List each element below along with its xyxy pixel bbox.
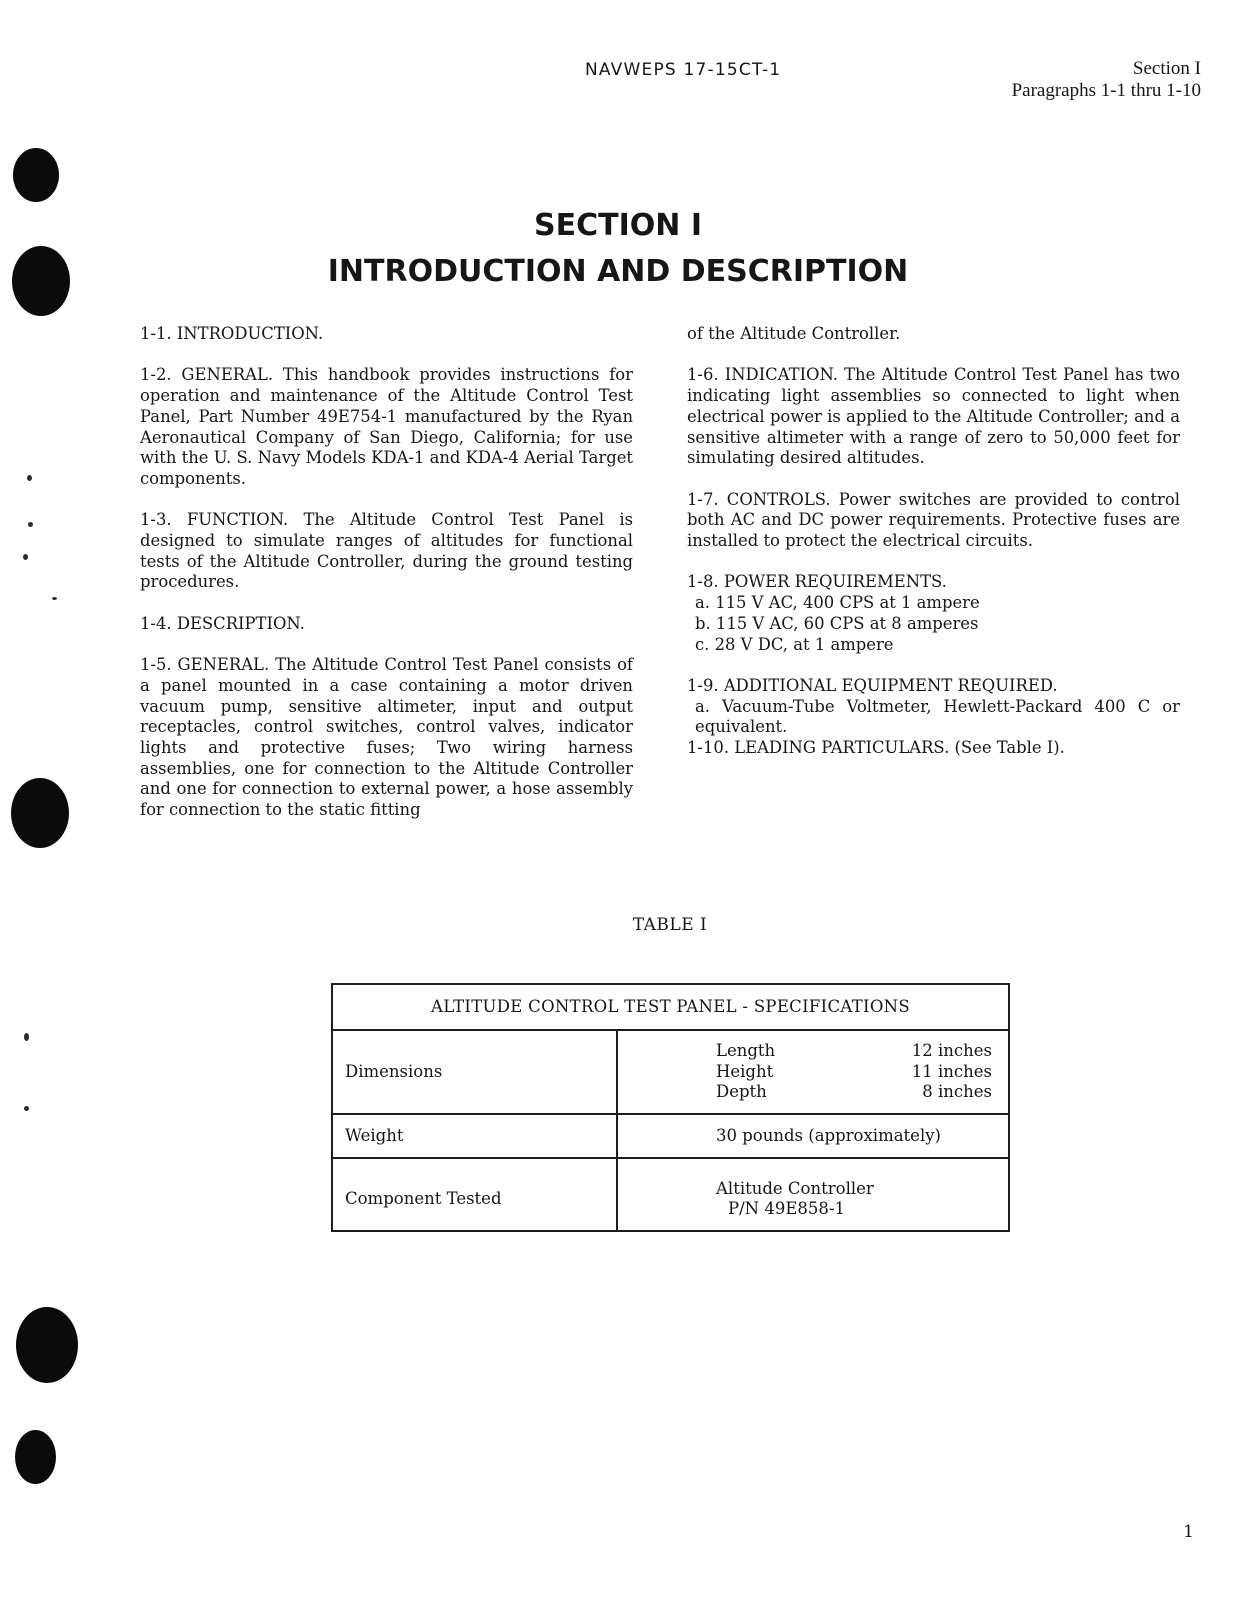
dimension-value: 12 inches xyxy=(911,1041,992,1061)
specifications-table xyxy=(331,983,1010,1232)
dimension-depth xyxy=(716,1082,992,1103)
paragraph-range: Paragraphs 1-1 thru 1-10 xyxy=(1011,80,1201,101)
dimension-value: 11 inches xyxy=(911,1061,992,1081)
dimension-name: Height xyxy=(716,1061,774,1081)
paragraph-1-10: 1-10. LEADING PARTICULARS. (See Table I). xyxy=(687,738,1065,757)
paragraph-1-5-continued: of the Altitude Controller. xyxy=(687,324,901,343)
power-item-a: a. 115 V AC, 400 CPS at 1 ampere xyxy=(695,593,980,613)
component-value xyxy=(617,1158,1009,1231)
speck xyxy=(27,475,32,481)
speck xyxy=(24,1106,29,1111)
table-caption: TABLE I xyxy=(632,915,708,935)
punch-hole xyxy=(13,148,59,202)
equipment-item-a: a. Vacuum-Tube Voltmeter, Hewlett-Packard 400 C or equivalent. xyxy=(695,696,1180,737)
component-part-number: P/N 49E858-1 xyxy=(728,1199,845,1218)
power-item-b: b. 115 V AC, 60 CPS at 8 amperes xyxy=(695,613,979,633)
page-number: 1 xyxy=(1183,1522,1194,1542)
speck xyxy=(24,1033,29,1041)
table-row xyxy=(332,1114,1009,1158)
paragraph-1-9-heading: 1-9. ADDITIONAL EQUIPMENT REQUIRED. xyxy=(687,675,1058,695)
paragraph-1-8-heading: 1-8. POWER REQUIREMENTS. xyxy=(687,572,947,592)
paragraph-1-2: 1-2. GENERAL. This handbook provides instructions for operation and maintenance of the Altitude Control Test Panel, Part Number 49E754-1 manufactured by the Ryan Aeronautical Company of San Diego, California; for use with the U. S. Navy Models KDA-1 and KDA-4 Aerial Target components. xyxy=(140,365,633,488)
paragraph-1-1: 1-1. INTRODUCTION. xyxy=(140,324,324,343)
document-code: NAVWEPS 17-15CT-1 xyxy=(585,60,782,80)
speck xyxy=(52,597,57,600)
dimension-name: Depth xyxy=(716,1082,767,1102)
dimensions-label: Dimensions xyxy=(332,1030,617,1114)
left-column xyxy=(140,324,633,842)
punch-hole xyxy=(11,778,69,848)
component-label: Component Tested xyxy=(332,1158,617,1231)
punch-hole xyxy=(15,1430,56,1484)
speck xyxy=(28,522,33,527)
section-reference xyxy=(1012,58,1201,102)
dimension-height xyxy=(716,1062,992,1083)
paragraph-1-7: 1-7. CONTROLS. Power switches are provided to control both AC and DC power requirements. Protective fuses are installed to protect the electrical circuits. xyxy=(687,489,1180,550)
dimensions-values xyxy=(617,1030,1009,1114)
punch-hole xyxy=(12,246,70,316)
paragraph-1-6: 1-6. INDICATION. The Altitude Control Test Panel has two indicating light assemblies so connected to light when electrical power is applied to the Altitude Controller; and a sensitive altimeter with a range of zero to 50,000 feet for simulating desired altitudes. xyxy=(687,365,1180,468)
table-row xyxy=(332,1158,1009,1231)
table-row xyxy=(332,1030,1009,1114)
paragraph-1-5: 1-5. GENERAL. The Altitude Control Test Panel consists of a panel mounted in a case containing a motor driven vacuum pump, sensitive altimeter, input and output receptacles, control switches, control valves, indicator lights and protective fuses; Two wiring harness assemblies, one for connection to the Altitude Controller and one for connection to external power, a hose assembly for connection to the static fitting xyxy=(140,655,633,820)
section-title: SECTION I xyxy=(534,208,702,243)
section-subtitle: INTRODUCTION AND DESCRIPTION xyxy=(327,254,909,289)
paragraph-1-4: 1-4. DESCRIPTION. xyxy=(140,613,305,633)
dimension-value: 8 inches xyxy=(922,1082,992,1102)
right-column xyxy=(687,324,1180,779)
table-heading: ALTITUDE CONTROL TEST PANEL - SPECIFICATIONS xyxy=(332,984,1009,1030)
section-label: Section I xyxy=(1132,58,1201,79)
dimension-name: Length xyxy=(716,1041,776,1061)
paragraph-1-3: 1-3. FUNCTION. The Altitude Control Test Panel is designed to simulate ranges of altitudes for functional tests of the Altitude Controller, during the ground testing procedures. xyxy=(140,510,633,592)
speck xyxy=(23,554,28,560)
punch-hole xyxy=(16,1307,78,1383)
power-item-c: c. 28 V DC, at 1 ampere xyxy=(695,634,894,654)
weight-value: 30 pounds (approximately) xyxy=(617,1114,1009,1158)
dimension-length xyxy=(716,1041,992,1062)
weight-label: Weight xyxy=(332,1114,617,1158)
component-name: Altitude Controller xyxy=(716,1178,874,1198)
